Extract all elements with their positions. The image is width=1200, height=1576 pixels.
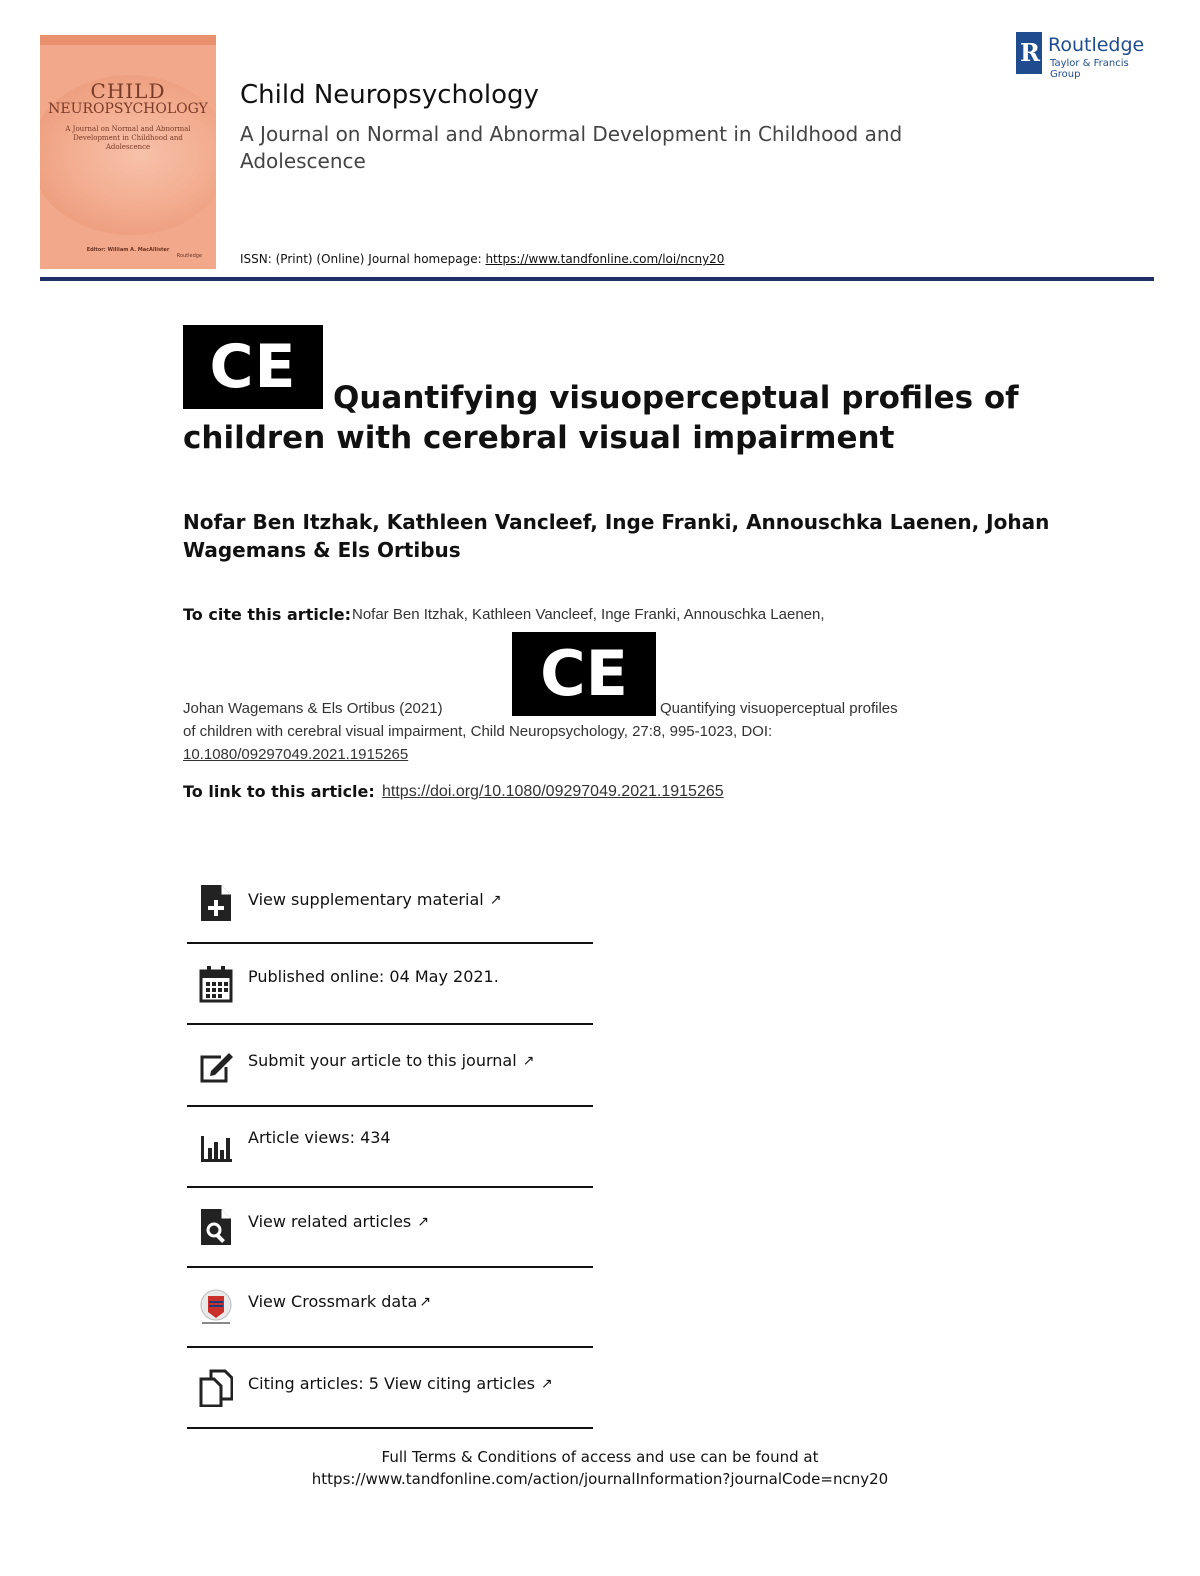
- submit-label: Submit your article to this journal ↗︎: [248, 1051, 535, 1070]
- issn-line: [240, 252, 724, 266]
- cite-line1: Nofar Ben Itzhak, Kathleen Vancleef, Inge Franki, Annouschka Laenen,: [352, 606, 825, 623]
- published-label: Published online: 04 May 2021.: [248, 967, 499, 986]
- footer-terms-link[interactable]: https://www.tandfonline.com/action/journalInformation?journalCode=ncny20: [311, 1470, 889, 1488]
- issn-prefix: ISSN: (Print) (Online) Journal homepage:: [240, 252, 486, 266]
- crossmark-row[interactable]: [187, 1268, 593, 1348]
- related-label: View related articles ↗︎: [248, 1212, 429, 1231]
- citing-label: Citing articles: 5 View citing articles ↗︎: [248, 1374, 553, 1393]
- bar-chart-icon: [199, 1128, 233, 1166]
- file-plus-icon: [199, 884, 233, 922]
- article-authors: Nofar Ben Itzhak, Kathleen Vancleef, Inge Franki, Annouschka Laenen, Johan Wagemans & Els Ortibus: [183, 510, 1050, 562]
- cite-line2b: Quantifying visuoperceptual profiles: [660, 700, 898, 717]
- link-label: To link to this article:: [183, 782, 375, 801]
- cite-line3: of children with cerebral visual impairment, Child Neuropsychology, 27:8, 995-1023, DOI:: [183, 723, 773, 740]
- article-title: Quantifying visuoperceptual profiles of children with cerebral visual impairment: [183, 380, 1019, 456]
- cover-editor: Editor: William A. MacAllister: [86, 247, 170, 253]
- cite-line2: Johan Wagemans & Els Ortibus (2021): [183, 700, 443, 717]
- edit-icon: [199, 1047, 233, 1085]
- citing-row[interactable]: [187, 1349, 593, 1429]
- cover-subtitle: A Journal on Normal and Abnormal Development in Childhood and Adolescence: [65, 125, 191, 151]
- cover-title-line1: CHILD: [90, 79, 166, 103]
- calendar-icon: [199, 965, 233, 1003]
- ce-badge-small: CE: [512, 632, 656, 716]
- cite-doi-link[interactable]: 10.1080/09297049.2021.1915265: [183, 746, 409, 763]
- external-link-icon: ↗︎: [489, 892, 502, 908]
- views-label: Article views: 434: [248, 1128, 391, 1147]
- publisher-group: Taylor & Francis Group: [1050, 58, 1129, 80]
- cover-title-line2: NEUROPSYCHOLOGY: [48, 101, 208, 117]
- routledge-badge-icon: R: [1016, 32, 1042, 74]
- journal-subtitle: A Journal on Normal and Abnormal Development in Childhood and Adolescence: [240, 122, 903, 173]
- footer-line1: Full Terms & Conditions of access and use can be found at: [381, 1448, 819, 1466]
- submit-row[interactable]: [187, 1027, 593, 1107]
- journal-cover: [40, 35, 216, 269]
- article-doi-link[interactable]: https://doi.org/10.1080/09297049.2021.1915265: [382, 783, 724, 800]
- supplementary-label: View supplementary material ↗︎: [248, 890, 502, 909]
- external-link-icon: ↗︎: [417, 1214, 429, 1230]
- journal-homepage-link[interactable]: https://www.tandfonline.com/loi/ncny20: [485, 252, 725, 266]
- search-doc-icon: [199, 1208, 233, 1246]
- crossmark-label: View Crossmark data ↗︎: [248, 1292, 432, 1311]
- footer: [0, 1446, 1200, 1490]
- views-row: [187, 1108, 593, 1188]
- crossmark-icon: [199, 1288, 233, 1326]
- copy-icon: [199, 1369, 233, 1407]
- ce-badge: CE: [183, 325, 323, 409]
- cite-label: To cite this article:: [183, 605, 352, 624]
- external-link-icon: ↗︎: [522, 1053, 535, 1069]
- supplementary-row[interactable]: [187, 864, 593, 944]
- journal-title: Child Neuropsychology: [240, 80, 539, 110]
- external-link-icon: ↗︎: [540, 1376, 553, 1392]
- published-row: [187, 945, 593, 1025]
- cover-publisher: Routledge: [176, 253, 202, 259]
- related-row[interactable]: [187, 1188, 593, 1268]
- header-divider: [40, 277, 1154, 281]
- routledge-logo: [1016, 32, 1156, 80]
- external-link-icon: ↗︎: [419, 1294, 432, 1310]
- publisher-name: Routledge: [1048, 34, 1145, 56]
